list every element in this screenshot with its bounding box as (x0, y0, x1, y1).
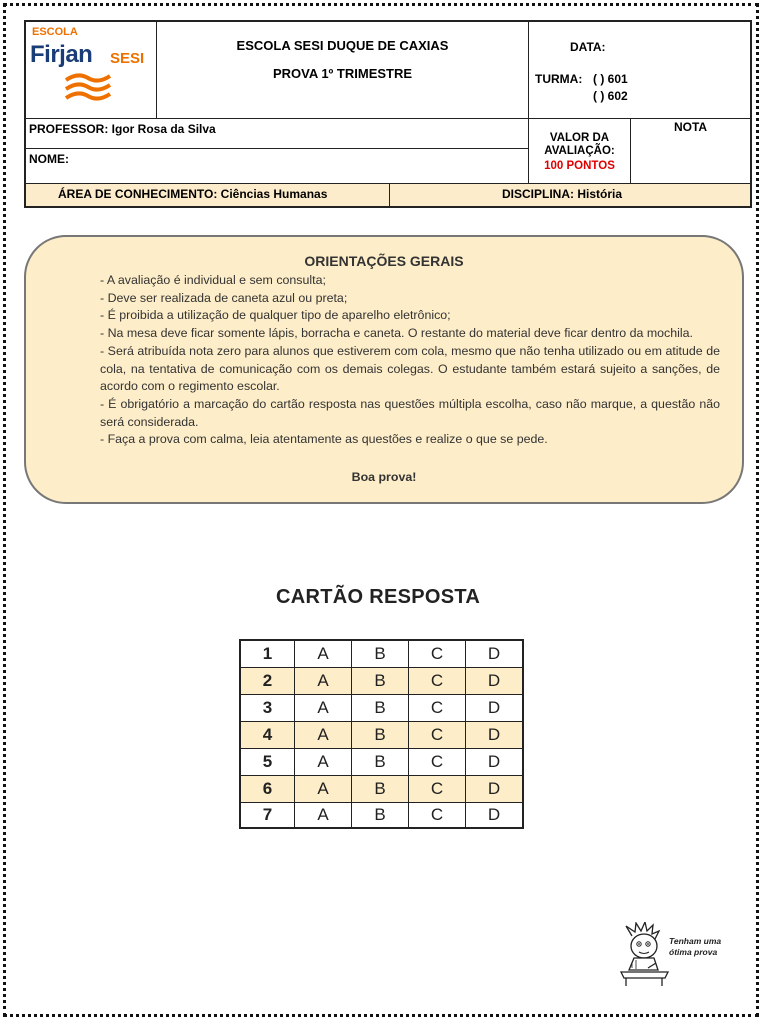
answer-option-a[interactable]: A (295, 668, 352, 695)
logo-waves-icon (64, 72, 112, 106)
answer-option-c[interactable]: C (409, 749, 466, 776)
guideline-item: - Faça a prova com calma, leia atentamente as questões e realize o que se pede. (100, 432, 548, 447)
answer-option-a[interactable]: A (295, 803, 352, 829)
question-number: 1 (240, 640, 295, 668)
answer-option-a[interactable]: A (295, 722, 352, 749)
class-option-601[interactable]: ( ) 601 (593, 72, 628, 86)
answer-option-c[interactable]: C (409, 668, 466, 695)
answer-option-b[interactable]: B (352, 668, 409, 695)
logo-escola-text: ESCOLA (32, 26, 78, 38)
class-option-602[interactable]: ( ) 602 (593, 89, 628, 103)
logo-firjan-text: Firjan (30, 41, 93, 68)
answer-option-a[interactable]: A (295, 776, 352, 803)
answer-option-b[interactable]: B (352, 722, 409, 749)
name-label: NOME: (29, 152, 69, 166)
answer-card-title: CARTÃO RESPOSTA (276, 586, 481, 608)
answer-row (240, 776, 523, 803)
answer-option-c[interactable]: C (409, 640, 466, 668)
answer-option-b[interactable]: B (352, 776, 409, 803)
exam-name: PROVA 1º TRIMESTRE (272, 66, 413, 81)
answer-option-d[interactable]: D (466, 722, 524, 749)
answer-option-a[interactable]: A (295, 695, 352, 722)
question-number: 2 (240, 668, 295, 695)
date-class-cell (529, 22, 750, 119)
value-cell (529, 119, 631, 184)
answer-option-c[interactable]: C (409, 695, 466, 722)
knowledge-area-label: ÁREA DE CONHECIMENTO: Ciências Humanas (58, 187, 328, 201)
value-points: 100 PONTOS (544, 160, 615, 172)
class-label: TURMA: (535, 72, 583, 86)
guideline-item: - É obrigatório a marcação do cartão resposta nas questões múltipla escolha, caso não marque, a questão não será considerada. (100, 396, 720, 429)
answer-option-b[interactable]: B (352, 749, 409, 776)
answer-option-c[interactable]: C (409, 722, 466, 749)
answer-row (240, 803, 523, 829)
guidelines-title: ORIENTAÇÕES GERAIS (304, 253, 464, 269)
answer-option-b[interactable]: B (352, 640, 409, 668)
grade-label: NOTA (673, 120, 708, 134)
answer-option-c[interactable]: C (409, 803, 466, 829)
guideline-item: - Deve ser realizada de caneta azul ou preta; (100, 290, 348, 305)
question-number: 4 (240, 722, 295, 749)
answer-row (240, 695, 523, 722)
answer-option-d[interactable]: D (466, 695, 524, 722)
answer-option-d[interactable]: D (466, 803, 524, 829)
name-field[interactable] (26, 149, 529, 184)
answer-row (240, 640, 523, 668)
answer-card-table (239, 639, 524, 829)
guideline-item: - Será atribuída nota zero para alunos que estiverem com cola, mesmo que não tenha utilizado ou em atitude de cola, na tentativa de comunicação com os demais colegas. O estudante também estará sujeito a sanções, de acordo com o regimento escolar. (100, 343, 720, 394)
student-mascot-icon (618, 922, 670, 988)
title-cell (157, 22, 529, 119)
value-label: VALOR DA AVALIAÇÃO: (544, 132, 615, 157)
answer-option-d[interactable]: D (466, 668, 524, 695)
guidelines-list (100, 272, 720, 449)
grade-cell (631, 119, 750, 184)
general-guidelines-box (24, 235, 744, 504)
answer-option-d[interactable]: D (466, 640, 524, 668)
answer-option-b[interactable]: B (352, 695, 409, 722)
school-name: ESCOLA SESI DUQUE DE CAXIAS (236, 38, 449, 53)
guideline-item: - A avaliação é individual e sem consulta; (100, 273, 326, 287)
question-number: 5 (240, 749, 295, 776)
answer-option-c[interactable]: C (409, 776, 466, 803)
answer-row (240, 749, 523, 776)
question-number: 3 (240, 695, 295, 722)
guideline-item: - Na mesa deve ficar somente lápis, borracha e caneta. O restante do material deve ficar dentro da mochila. (100, 326, 693, 341)
teacher-label: PROFESSOR: Igor Rosa da Silva (29, 122, 216, 136)
question-number: 7 (240, 803, 295, 829)
mascot-message: Tenham uma ótima prova (669, 936, 722, 957)
date-label: DATA: (570, 40, 606, 54)
answer-option-d[interactable]: D (466, 749, 524, 776)
teacher-cell (26, 119, 529, 149)
logo-cell (26, 22, 157, 119)
subject-label: DISCIPLINA: História (502, 187, 623, 201)
logo-sesi-text: SESI (110, 50, 145, 67)
answer-row (240, 722, 523, 749)
answer-option-a[interactable]: A (295, 749, 352, 776)
answer-option-d[interactable]: D (466, 776, 524, 803)
guideline-item: - É proibida a utilização de qualquer tipo de aparelho eletrônico; (100, 308, 451, 323)
answer-option-b[interactable]: B (352, 803, 409, 829)
question-number: 6 (240, 776, 295, 803)
subject-cell (390, 184, 750, 206)
exam-header (24, 20, 752, 208)
answer-option-a[interactable]: A (295, 640, 352, 668)
guidelines-closing: Boa prova! (351, 470, 417, 484)
answer-row (240, 668, 523, 695)
knowledge-area-cell (26, 184, 390, 206)
